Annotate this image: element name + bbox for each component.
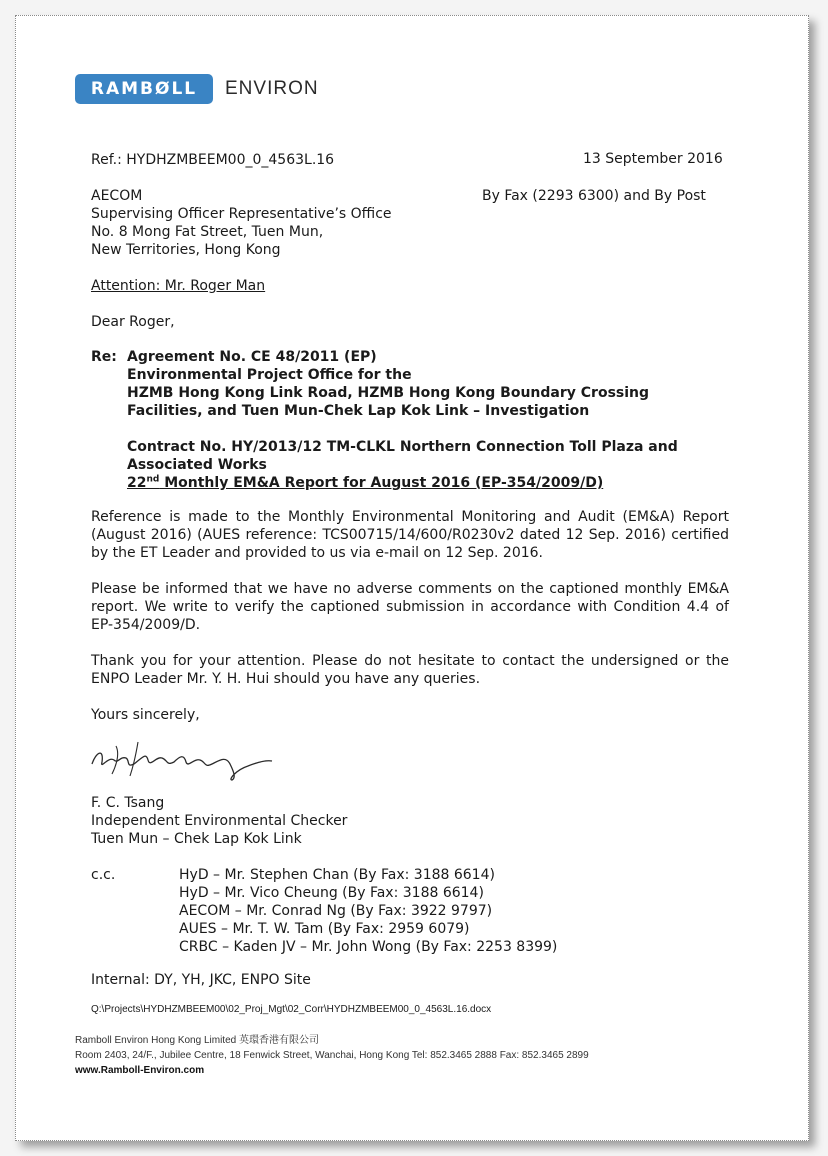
subject-line: HZMB Hong Kong Link Road, HZMB Hong Kong Boundary Crossing: [127, 385, 650, 401]
attention-line: Attention: Mr. Roger Man: [91, 278, 266, 294]
delivery-method: By Fax (2293 6300) and By Post: [482, 188, 706, 204]
recipient-line: No. 8 Mong Fat Street, Tuen Mun,: [91, 224, 324, 240]
report-ordinal: 22: [127, 475, 147, 491]
cc-label: c.c.: [91, 867, 116, 883]
footer-website: www.Ramboll-Environ.com: [75, 1065, 205, 1076]
cc-recipient: AECOM – Mr. Conrad Ng (By Fax: 3922 9797): [179, 903, 493, 919]
closing: Yours sincerely,: [91, 707, 200, 723]
contract-line: Contract No. HY/2013/12 TM-CLKL Northern Connection Toll Plaza and: [127, 439, 678, 455]
subject-line: Agreement No. CE 48/2011 (EP): [127, 349, 377, 365]
cc-recipient: HyD – Mr. Stephen Chan (By Fax: 3188 6614): [179, 867, 495, 883]
file-path: Q:\Projects\HYDHZMBEEM00\02_Proj_Mgt\02_Corr\HYDHZMBEEM00_0_4563L.16.docx: [91, 1004, 492, 1015]
cc-recipient: HyD – Mr. Vico Cheung (By Fax: 3188 6614): [179, 885, 484, 901]
signer-title: Independent Environmental Checker: [91, 813, 348, 829]
contract-line: Associated Works: [127, 457, 267, 473]
signature-image: [86, 734, 276, 784]
letter-page: [15, 15, 809, 1141]
cc-recipient: CRBC – Kaden JV – Mr. John Wong (By Fax: 2253 8399): [179, 939, 558, 955]
report-title-line: [127, 474, 603, 492]
recipient-line: AECOM: [91, 188, 143, 204]
letter-date: 13 September 2016: [583, 151, 723, 167]
subject-line: Environmental Project Office for the: [127, 367, 412, 383]
signer-name: F. C. Tsang: [91, 795, 165, 811]
reference-number: Ref.: HYDHZMBEEM00_0_4563L.16: [91, 152, 335, 168]
paragraph-thanks: Thank you for your attention. Please do not hesitate to contact the undersigned or the ENPO Leader Mr. Y. H. Hui should you have any queries.: [91, 653, 729, 687]
footer-company: Ramboll Environ Hong Kong Limited 英環香港有限公司: [75, 1035, 319, 1046]
re-label: Re:: [91, 349, 117, 365]
paragraph-no-comments: Please be informed that we have no adverse comments on the captioned monthly EM&A report. We write to verify the captioned submission in accordance with Condition 4.4 of EP-354/2009/D.: [91, 581, 729, 633]
ramboll-logo: RAMBØLL: [75, 74, 213, 104]
recipient-line: New Territories, Hong Kong: [91, 242, 281, 258]
paragraph-reference: Reference is made to the Monthly Environmental Monitoring and Audit (EM&A) Report (August 2016) (AUES reference: TCS00715/14/600/R0230v2 dated 12 Sep. 2016) certified by the ET Leader and provided to us via e-mail on 12 Sep. 2016.: [91, 509, 729, 561]
footer-address: Room 2403, 24/F., Jubilee Centre, 18 Fenwick Street, Wanchai, Hong Kong Tel: 852.3465 2888 Fax: 852.3465 2899: [75, 1050, 589, 1061]
environ-logo-text: ENVIRON: [225, 78, 319, 99]
subject-line: Facilities, and Tuen Mun-Chek Lap Kok Link – Investigation: [127, 403, 590, 419]
report-ordinal-suffix: nd: [146, 474, 160, 485]
recipient-line: Supervising Officer Representative’s Office: [91, 206, 392, 222]
internal-distribution: Internal: DY, YH, JKC, ENPO Site: [91, 972, 311, 988]
salutation: Dear Roger,: [91, 314, 175, 330]
signer-project: Tuen Mun – Chek Lap Kok Link: [91, 831, 302, 847]
cc-recipient: AUES – Mr. T. W. Tam (By Fax: 2959 6079): [179, 921, 470, 937]
report-title: Monthly EM&A Report for August 2016 (EP-354/2009/D): [159, 475, 604, 491]
